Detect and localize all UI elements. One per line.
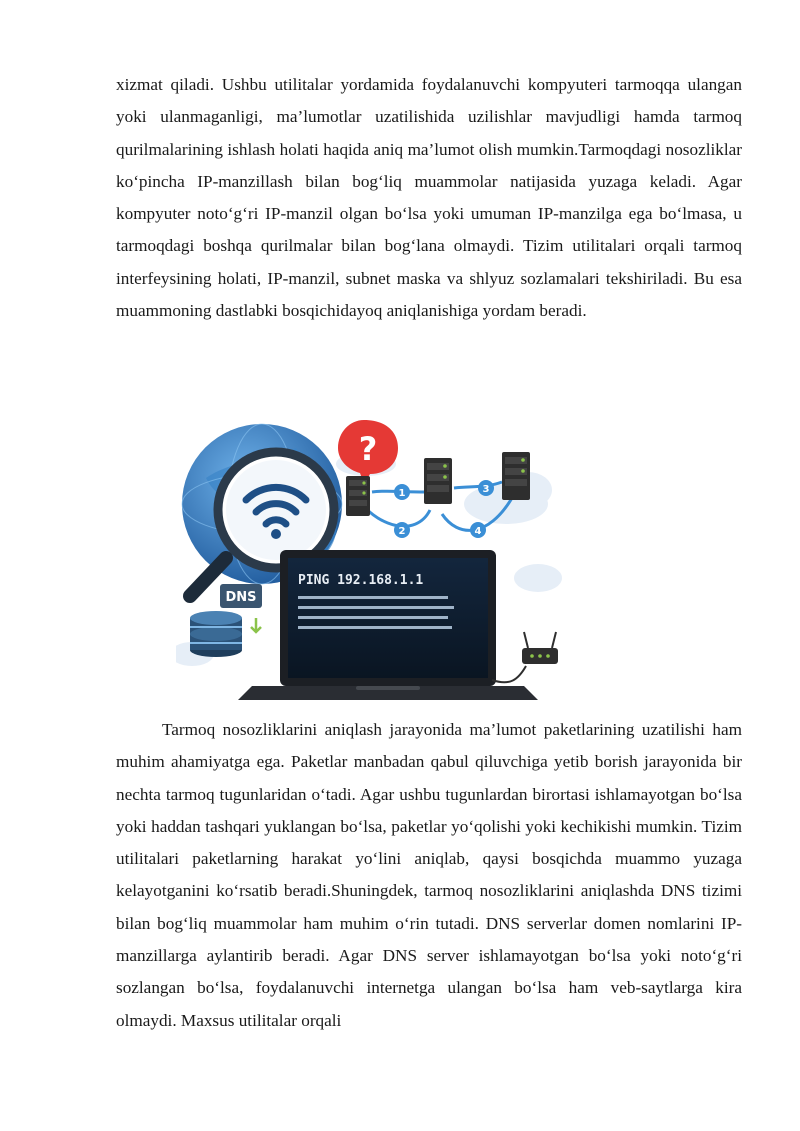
svg-text:1: 1 <box>398 488 406 499</box>
server-icon <box>424 458 452 504</box>
dns-label: DNS <box>225 590 257 605</box>
hop-marker <box>394 522 410 538</box>
database-icon <box>190 611 242 657</box>
server-icon <box>346 476 370 516</box>
svg-text:2: 2 <box>398 526 406 537</box>
question-mark-text: ? <box>358 430 378 468</box>
terminal-command: PING 192.168.1.1 <box>298 573 424 588</box>
svg-text:3: 3 <box>482 484 490 495</box>
paragraph-2: Tarmoq nosozliklarini aniqlash jarayonida ma’lumot paketlarining uzatilishi ham muhim ahamiyatga ega. Paketlar manbadan qabul qiluvchiga yetib borish jarayonida bir nechta tarmoq tugunlaridan o‘tadi. Agar ushbu tugunlardan birortasi ishlamayotgan bo‘lsa yoki haddan tashqari yuklangan bo‘lsa, paketlar yo‘qolishi yoki kechikishi mumkin. Tizim utilitalari paketlarning harakat yo‘lini aniqlab, qaysi bosqichda muammo yuzaga kelayotganini ko‘rsatib beradi.Shuningdek, tarmoq nosozliklarini aniqlashda DNS tizimi bilan bog‘liq muammolar ham muhim o‘rin tutadi. DNS serverlar domen nomlarini IP-manzillarga aylantirib beradi. Agar DNS server ishlamayotgan bo‘lsa yoki noto‘g‘ri sozlangan bo‘lsa, foydalanuvchi internetga ulangan bo‘lsa ham veb-saytlarga kira olmaydi. Maxsus utilitalar orqali <box>116 720 742 1030</box>
paragraph-1: xizmat qiladi. Ushbu utilitalar yordamida foydalanuvchi kompyuteri tarmoqqa ulangan yoki ulanmaganligi, ma’lumotlar uzatilishida uzilishlar mavjudligi hamda tarmoq qurilmalarining ishlash holati haqida aniq ma’lumot olish mumkin.Tarmoqdagi nosozliklar ko‘pincha IP-manzillash bilan bog‘liq muammolar natijasida yuzaga keladi. Agar kompyuter noto‘g‘ri IP-manzil olgan bo‘lsa yoki umuman IP-manzilga ega bo‘lmasa, u tarmoqdagi boshqa qurilmalar bilan bog‘lana olmaydi. Tizim utilitalari orqali tarmoq interfeysining holati, IP-manzil, subnet maska va shlyuz sozlamalari tekshiriladi. Bu esa muammoning dastlabki bosqichidayoq aniqlanishiga yordam beradi. <box>116 75 742 321</box>
illustration-svg <box>176 418 562 702</box>
hop-marker <box>394 484 410 500</box>
hop-marker <box>478 480 494 496</box>
question-alert-icon <box>338 420 398 484</box>
network-troubleshooting-illustration <box>176 418 562 702</box>
router-icon <box>492 632 558 682</box>
svg-text:4: 4 <box>474 526 482 537</box>
server-icon <box>502 452 530 500</box>
hop-marker <box>470 522 486 538</box>
